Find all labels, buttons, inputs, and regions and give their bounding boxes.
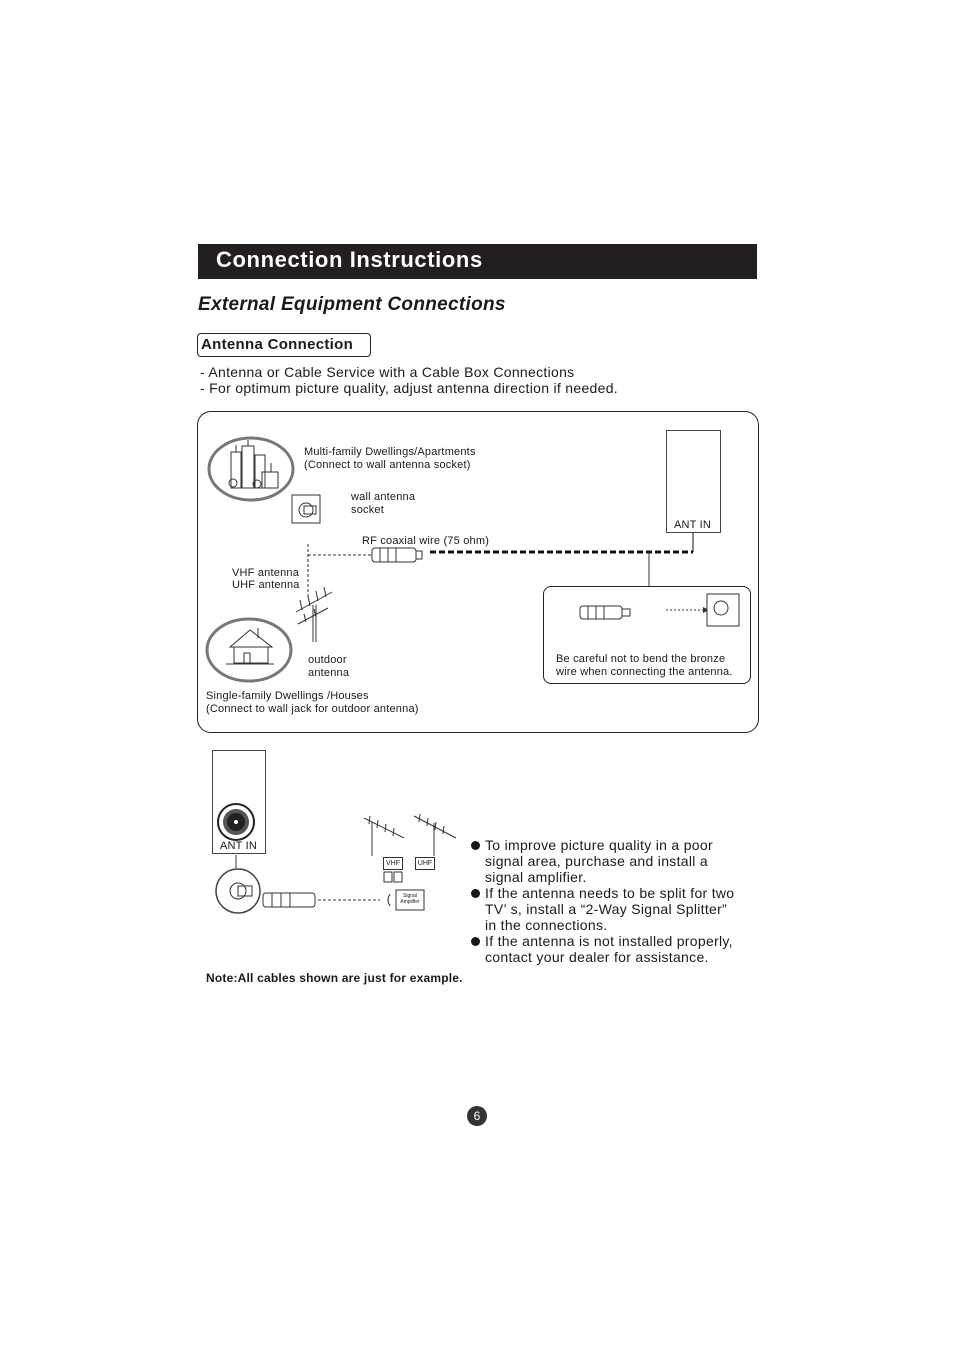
rf-wire-label: RF coaxial wire (75 ohm) bbox=[362, 535, 490, 547]
wall-socket-label-1: wall antenna bbox=[351, 491, 416, 503]
tip-line: signal amplifier. bbox=[485, 869, 587, 885]
single-family-label-1: Single-family Dwellings /Houses bbox=[206, 690, 369, 702]
bullet-icon bbox=[471, 937, 480, 946]
outdoor-antenna-label-2: antenna bbox=[308, 667, 350, 679]
bullet-icon bbox=[471, 889, 480, 898]
tips-list bbox=[470, 837, 770, 965]
tip-line: contact your dealer for assistance. bbox=[485, 949, 709, 965]
bullet-icon bbox=[471, 841, 480, 850]
vhf-antenna-label: VHF antenna bbox=[232, 567, 300, 579]
wall-socket-label-2: socket bbox=[351, 504, 384, 516]
tip-line: To improve picture quality in a poor bbox=[485, 837, 713, 853]
vhf-box: VHF bbox=[383, 857, 403, 870]
caution-line-1: Be careful not to bend the bronze bbox=[556, 653, 726, 665]
intro-line-1: - Antenna or Cable Service with a Cable Box Connections bbox=[200, 364, 575, 380]
intro-line-2: - For optimum picture quality, adjust antenna direction if needed. bbox=[200, 380, 618, 396]
tip-line: TV’ s, install a “2-Way Signal Splitter” bbox=[485, 901, 728, 917]
outdoor-antenna-icon bbox=[296, 587, 332, 642]
wall-socket-zoom-icon bbox=[216, 869, 260, 913]
tv-back-panel bbox=[666, 430, 721, 533]
page-title: Connection Instructions bbox=[216, 247, 483, 272]
uhf-box: UHF bbox=[415, 857, 435, 870]
vhf-uhf-antennas-icon bbox=[364, 814, 456, 882]
amplifier-cable-icon bbox=[263, 893, 390, 907]
section-title: External Equipment Connections bbox=[198, 294, 506, 315]
tip-line: in the connections. bbox=[485, 917, 608, 933]
uhf-antenna-label: UHF antenna bbox=[232, 579, 300, 591]
page-number: 6 bbox=[467, 1106, 487, 1126]
tip-item bbox=[470, 837, 770, 885]
subsection-title: Antenna Connection bbox=[201, 336, 354, 353]
amplifier-label-2: Amplifier bbox=[400, 899, 420, 905]
tip-line: If the antenna needs to be split for two bbox=[485, 885, 735, 901]
tip-line: signal area, purchase and install a bbox=[485, 853, 708, 869]
multi-family-label-1: Multi-family Dwellings/Apartments bbox=[304, 446, 476, 458]
multi-family-label-2: (Connect to wall antenna socket) bbox=[304, 459, 471, 471]
tip-item bbox=[470, 885, 770, 933]
wall-socket-icon bbox=[292, 495, 320, 523]
caution-line-2: wire when connecting the antenna. bbox=[556, 666, 733, 678]
cable-note: Note:All cables shown are just for example. bbox=[206, 971, 463, 985]
rf-connector-icon bbox=[372, 548, 422, 562]
ant-in-label-2: ANT IN bbox=[220, 840, 258, 852]
tip-item bbox=[470, 933, 770, 965]
tv-ant-in-port-icon-2 bbox=[218, 804, 254, 840]
amplifier-label-1: Signal bbox=[403, 893, 417, 899]
apartment-building-icon bbox=[209, 438, 293, 500]
outdoor-antenna-label-1: outdoor bbox=[308, 654, 347, 666]
tip-line: If the antenna is not installed properly, bbox=[485, 933, 733, 949]
single-family-label-2: (Connect to wall jack for outdoor antenna) bbox=[206, 703, 419, 715]
house-icon bbox=[207, 619, 291, 681]
ant-in-label: ANT IN bbox=[674, 519, 712, 531]
